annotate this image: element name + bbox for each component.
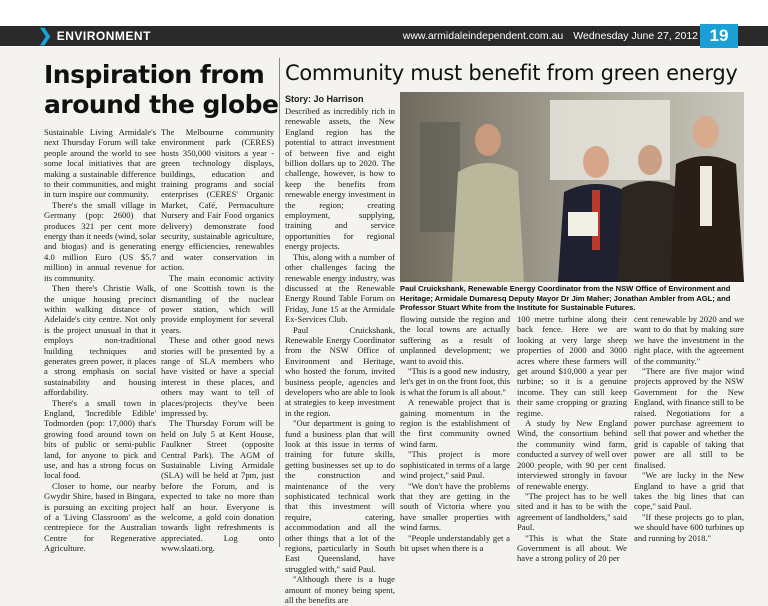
paragraph: "We are lucky in the New England to have a grid that takes the big lines that can cope," said Paul. xyxy=(634,470,744,512)
paragraph: There's a small town in England, 'Incredible Edible' Todmorden (pop: 17,000) that's growing food around town on bits of public or semi-public land, for anyone to pick and use, and has a strong focus on local food. xyxy=(44,397,156,481)
paragraph: The Thursday Forum will be held on July 5 at Kent House, Faulkner Street (opposite Central Park). The AGM of Sustainable Living Armidale (SLA) will be held at 7pm, just before the Forum, and is expected to take no more than half an hour. Everyone is welcome, a gold coin donation towards light refreshments is appreciated. Log onto www.slaati.org. xyxy=(161,418,274,554)
paragraph: "There are five major wind projects approved by the NSW Government for the New England, with finance still to be raised. Negotiations for a power purchase agreement to sell that power and whether the grid is capable of taking that power are all still to be finalised. xyxy=(634,366,744,470)
photo-illustration xyxy=(400,92,744,282)
paragraph: The main economic activity of one Scottish town is the dismantling of the nuclear power station, which will provide employment for several years. xyxy=(161,272,274,335)
chevron-right-icon: ❯ xyxy=(38,26,53,45)
paragraph: 100 metre turbine along their back fence. Here we are looking at very large sheep properties of 2000 and 3000 acres where these farmers will get around $10,000 a year per turbine; so it is a genuine income. They can still keep their same cropping or grazing regime. xyxy=(517,314,627,418)
section-tag xyxy=(38,26,151,46)
paragraph: There's the small village in Germany (pop: 2600) that produces 321 per cent more energy than it needs (wind, solar and biogas) and is generating 4.0 million Euro (US $5.7 million) in annual revenue for its community. xyxy=(44,199,157,283)
paragraph: "Although there is a huge amount of money being spent, all the benefits are xyxy=(285,574,395,606)
left-article-col1 xyxy=(44,127,157,554)
paragraph: "This is a good new industry, let's get in on the front foot, this is what the forum is all about." xyxy=(400,366,510,397)
left-article-col2 xyxy=(161,127,274,554)
paragraph: The Melbourne community environment park (CERES) hosts 350,000 visitors a year - green technology displays, buildings, education and training programs and social enterprises (CERES' Organic Market, Café, Permaculture Nursery and Fair Food organics delivery) demonstrate food security, sustainable agriculture, energy efficiencies, renewables and water conservation in action. xyxy=(161,127,274,273)
section-label: ENVIRONMENT xyxy=(56,29,151,43)
header-url: www.armidaleindependent.com.au xyxy=(402,30,564,42)
paragraph: Closer to home, our nearby Gwydir Shire, based in Bingara, is pursuing an exciting project of a 'Living Classroom' as the centrepiece for the Australian Centre for Regenerative Agriculture. xyxy=(44,480,156,554)
paragraph: These and other good news stories will be presented by a range of SLA members who have visited or have a special interest in these places, and others may want to tell of places/projects they've been impressed by. xyxy=(161,335,274,418)
right-article-col2 xyxy=(400,314,510,553)
header-date: Wednesday June 27, 2012 xyxy=(573,30,698,42)
right-article-col3 xyxy=(517,314,628,564)
paragraph: flowing outside the region and the local towns are actually suffering as a result of unplanned development; we want to avoid this. xyxy=(400,314,510,366)
paragraph: "We don't have the problems that they are getting in the south of Victoria where you have smaller properties with wind farms. xyxy=(400,480,510,533)
paragraph: Sustainable Living Armidale's next Thursday Forum will take people around the world to see some local initiatives that are making a sustainable difference to their communities, and might in turn inspire our community. xyxy=(44,127,156,200)
paragraph: cent renewable by 2020 and we want to do that by making sure we have the investment in the right place, with the agreement of the community." xyxy=(634,314,744,366)
paragraph: "This is what the State Government is all about. We have a strong policy of 20 per xyxy=(517,532,627,564)
paragraph: "Our department is going to fund a business plan that will look at this issue in terms of training for future skills, getting businesses set up to do the construction and maintenance of the very sophisticated technical work that this investment will require, catering, accommodation and all the other things that a lot of the regions, particularly in South East Queensland, have struggled with," said Paul. xyxy=(285,418,395,574)
paragraph: "This project is more sophisticated in terms of a large wind project," said Paul. xyxy=(400,449,510,481)
left-article-title: Inspiration from around the globe xyxy=(44,60,279,119)
paragraph: A renewable project that is gaining momentum in the region is the establishment of the first community owned wind farm. xyxy=(400,397,510,449)
right-article-col4 xyxy=(634,314,744,546)
paragraph: Then there's Christie Walk, the unique housing precinct within walking distance of Adelaide's city centre. Not only is the project unusual in that it employs non-traditional building techniques and generates green power, it places a strong emphasis on social sustainability and housing affordability. xyxy=(44,283,156,398)
paragraph: "The project has to be well sited and it has to be with the agreement of landholders," said Paul. xyxy=(517,490,627,533)
paragraph: Described as incredibly rich in renewable assets, the New England region has the potential to attract investment of between five and eight billion dollars up to 2020. The challenge, however, is how to keep the benefits from renewable energy investment in the region; creating employment, supplying, training and service opportunities for regional energy projects. xyxy=(285,106,395,252)
column-divider xyxy=(279,58,280,547)
paragraph: "People understandably get a bit upset when there is a xyxy=(400,532,510,553)
byline: Story: Jo Harrison xyxy=(285,94,364,104)
paragraph: "If these projects go to plan, we should have 600 turbines up and running by 2018." xyxy=(634,511,744,543)
page-number: 19 xyxy=(700,24,738,48)
paragraph: This, along with a number of other challenges facing the renewable energy industry, was discussed at the Renewable Energy Round Table Forum on Friday, June 15 at the Armidale Ex-Services Club. xyxy=(285,251,395,325)
right-article-col1 xyxy=(285,106,395,606)
paragraph: A study by New England Wind, the consortium behind the community wind farm, conducted a survey of well over 2000 people, with 90 per cent interviewed strongly in favour of renewable energy. xyxy=(517,418,628,491)
right-article-title: Community must benefit from green energy xyxy=(285,61,738,85)
photo-caption: Paul Cruickshank, Renewable Energy Coordinator from the NSW Office of Environment and Heritage; Armidale Dumaresq Deputy Mayor Dr Jim Maher; Jonathan Ambler from AGL; and Professor Stuart White from the Institute for Sustainable Futures. xyxy=(400,284,731,313)
news-photo xyxy=(400,92,744,282)
header-info xyxy=(403,26,698,46)
paragraph: Paul Cruickshank, Renewable Energy Coordinator from the NSW Office of Environment and Heritage, who hosted the forum, invited business people, agencies and developers who are able to look at strategies to keep investment in the region. xyxy=(285,324,395,418)
